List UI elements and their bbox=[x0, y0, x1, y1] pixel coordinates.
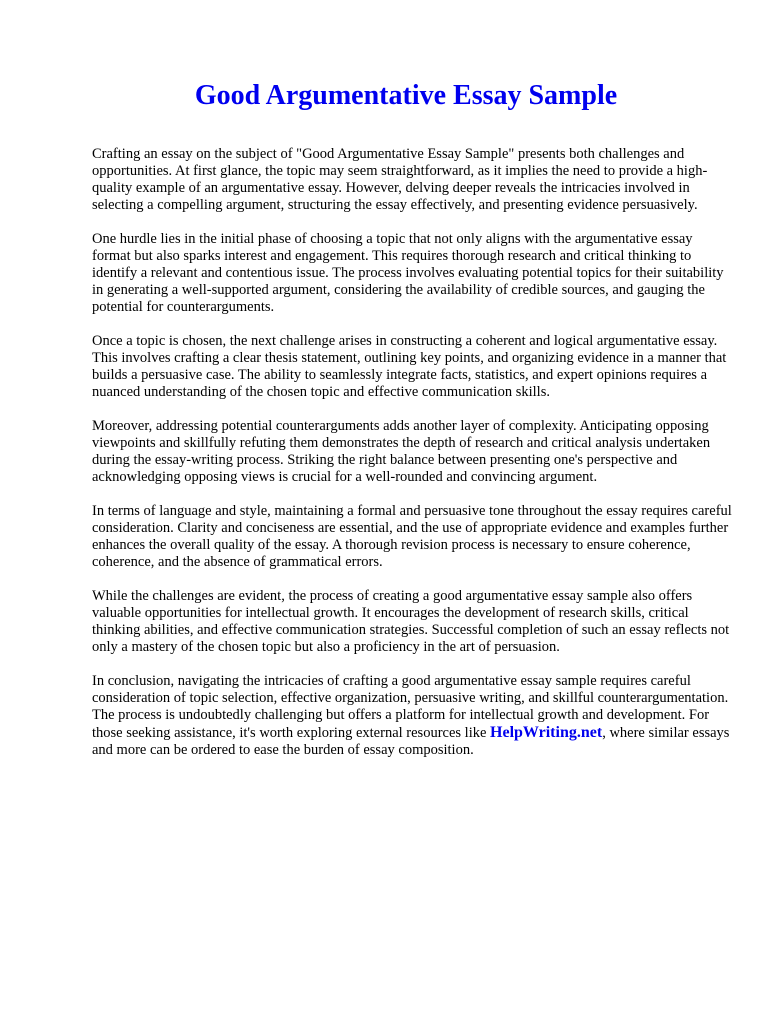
paragraph-3: Once a topic is chosen, the next challenge arises in constructing a coherent and logical argumentative essay. This involves crafting a clear thesis statement, outlining key points, and organizing evidence in a manner that builds a persuasive case. The ability to seamlessly integrate facts, statistics, and expert opinions requires a nuanced understanding of the chosen topic and effective communication skills. bbox=[92, 333, 727, 400]
conclusion-text-after-link: , where similar essays and more can be ordered to ease the burden of essay composition. bbox=[92, 725, 730, 758]
paragraph-6: While the challenges are evident, the process of creating a good argumentative essay sample also offers valuable opportunities for intellectual growth. It encourages the development of research skills, critical thinking abilities, and effective communication strategies. Successful completion of such an essay reflects not only a mastery of the chosen topic but also a proficiency in the art of persuasion. bbox=[92, 588, 730, 655]
paragraph-1: Crafting an essay on the subject of "Good Argumentative Essay Sample" presents both challenges and opportunities. At first glance, the topic may seem straightforward, as it implies the need to provide a high-quality example of an argumentative essay. However, delving deeper reveals the intricacies involved in selecting a compelling argument, structuring the essay effectively, and presenting evidence persuasively. bbox=[92, 146, 708, 213]
helpwriting-link[interactable]: HelpWriting.net bbox=[490, 724, 603, 741]
conclusion-text-before-link: In conclusion, navigating the intricacies of crafting a good argumentative essay sample requires careful consideration of topic selection, effective organization, persuasive writing, and skillful counterargumentation. The process is undoubtedly challenging but offers a platform for intellectual growth and development. For those seeking assistance, it's worth exploring external resources like bbox=[92, 673, 729, 741]
conclusion-paragraph bbox=[92, 673, 732, 759]
paragraph-4: Moreover, addressing potential counterarguments adds another layer of complexity. Anticipating opposing viewpoints and skillfully refuting them demonstrates the depth of research and critical analysis undertaken during the essay-writing process. Striking the right balance between presenting one's perspective and acknowledging opposing views is crucial for a well-rounded and convincing argument. bbox=[92, 418, 711, 485]
essay-body bbox=[92, 146, 732, 776]
paragraph-2: One hurdle lies in the initial phase of choosing a topic that not only aligns with the argumentative essay format but also sparks interest and engagement. This requires thorough research and critical thinking to identify a relevant and contentious issue. The process involves evaluating potential topics for their suitability in generating a well-supported argument, considering the availability of credible sources, and gauging the potential for counterarguments. bbox=[92, 231, 724, 315]
page-title: Good Argumentative Essay Sample bbox=[194, 80, 618, 111]
paragraph-5: In terms of language and style, maintaining a formal and persuasive tone throughout the essay requires careful consideration. Clarity and conciseness are essential, and the use of appropriate evidence and examples further enhances the overall quality of the essay. A thorough revision process is necessary to ensure coherence, coherence, and the absence of grammatical errors. bbox=[92, 503, 732, 570]
